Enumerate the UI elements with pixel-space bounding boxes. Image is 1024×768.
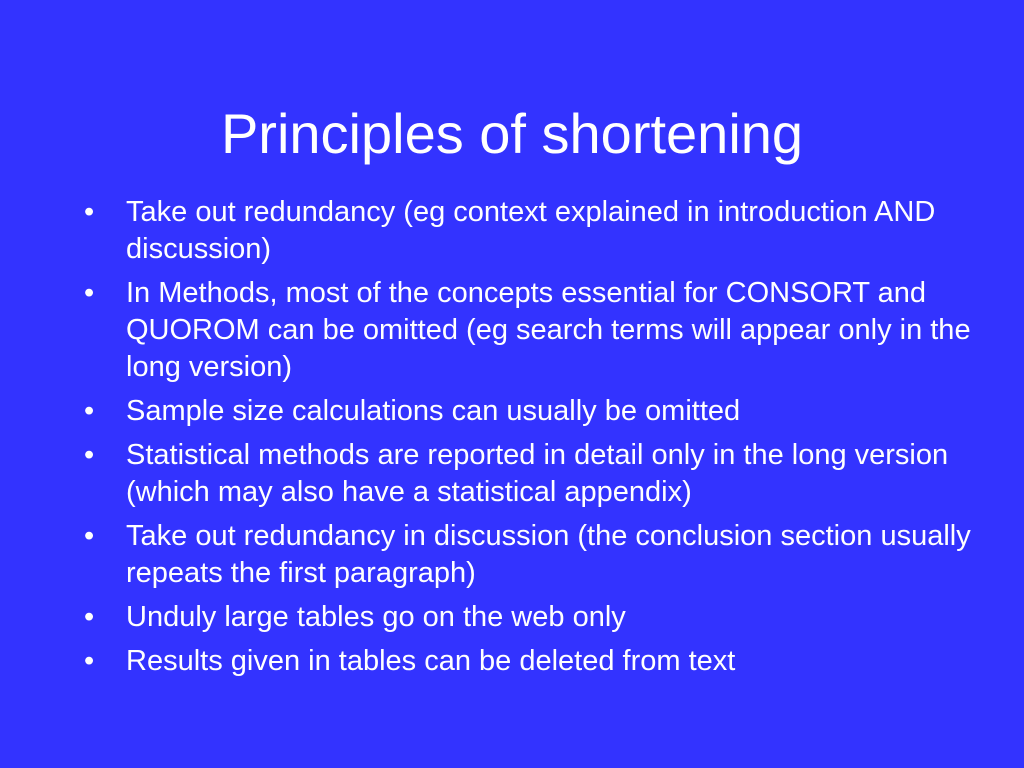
bullet-text: In Methods, most of the concepts essential for CONSORT and QUOROM can be omitted (eg search terms will appear only in the long version)	[126, 277, 971, 383]
bullet-text: Statistical methods are reported in detail only in the long version (which may also have a statistical appendix)	[126, 439, 949, 508]
bullet-icon: •	[84, 277, 95, 309]
bullet-item	[84, 393, 984, 430]
bullet-text: Take out redundancy (eg context explained in introduction AND discussion)	[126, 196, 936, 265]
bullet-icon: •	[84, 520, 95, 552]
bullet-icon: •	[84, 395, 95, 427]
slide-title: Principles of shortening	[220, 102, 804, 165]
bullet-icon: •	[84, 439, 95, 471]
bullet-item	[84, 643, 984, 680]
bullet-item	[84, 518, 984, 592]
bullet-icon: •	[84, 601, 95, 633]
bullet-item	[84, 599, 984, 636]
bullet-list	[84, 194, 984, 687]
bullet-text: Results given in tables can be deleted from text	[126, 645, 736, 677]
bullet-text: Unduly large tables go on the web only	[126, 601, 626, 633]
bullet-icon: •	[84, 645, 95, 677]
bullet-icon: •	[84, 196, 95, 228]
bullet-item	[84, 275, 984, 386]
bullet-item	[84, 194, 984, 268]
bullet-text: Take out redundancy in discussion (the conclusion section usually repeats the first paragraph)	[126, 520, 971, 589]
bullet-text: Sample size calculations can usually be omitted	[126, 395, 741, 427]
bullet-item	[84, 437, 984, 511]
